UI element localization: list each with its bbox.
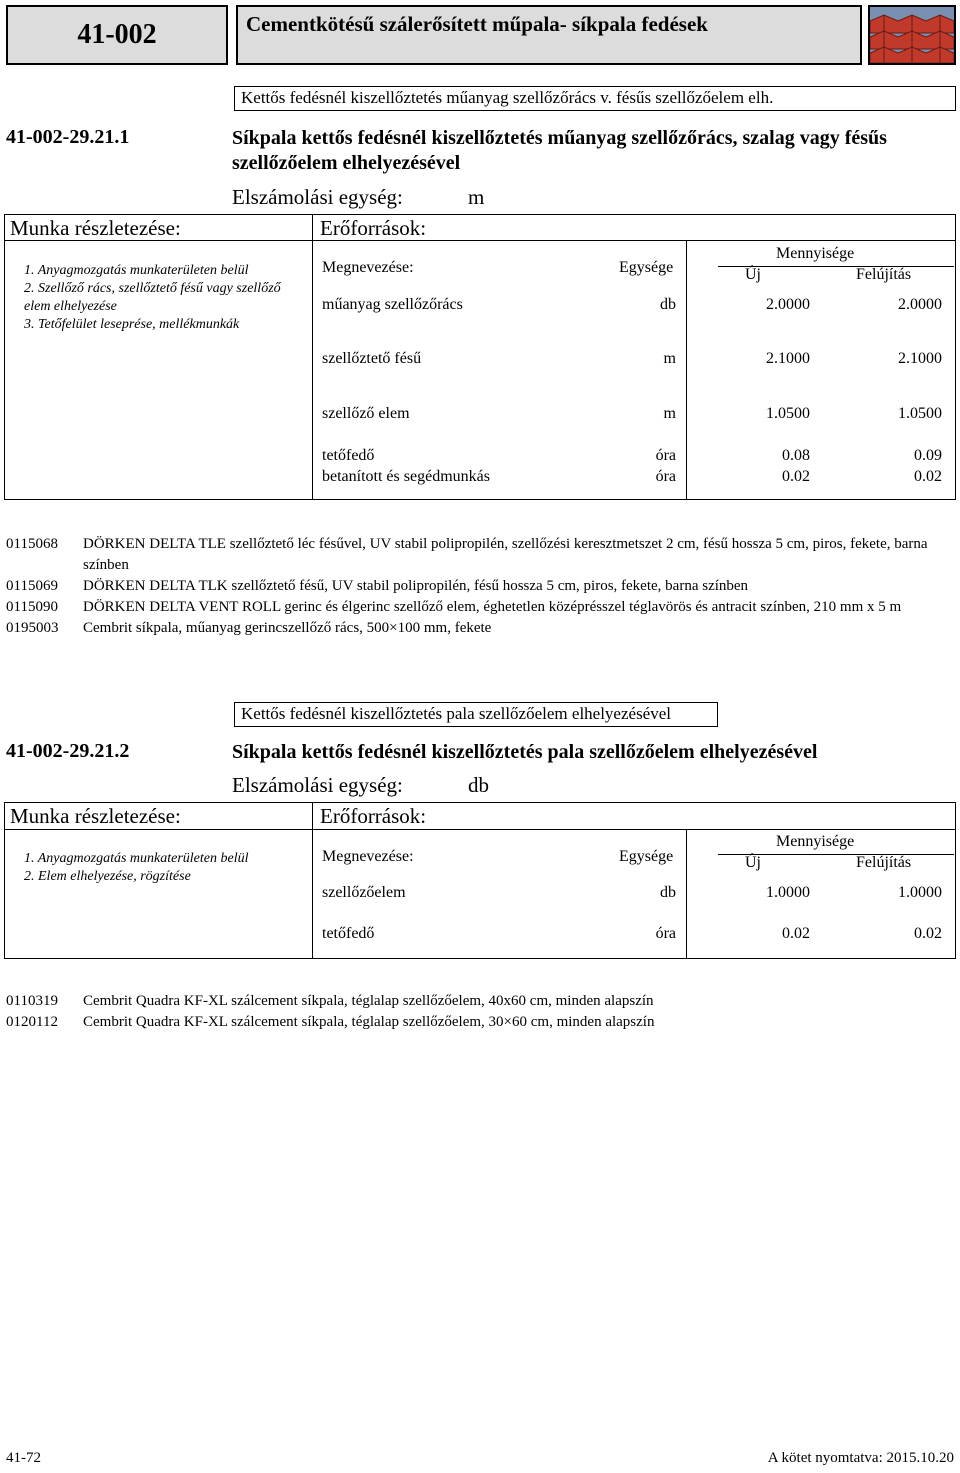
section1-code: 41-002-29.21.1 <box>6 126 130 148</box>
section1-title: Síkpala kettős fedésnél kiszellőztetés műanyag szellőzőrács, szalag vagy fésűs szellőzőelem elhelyezésével <box>232 127 887 174</box>
section1-work-head: Munka részletezése: <box>10 216 181 240</box>
resource-qty-new: 0.08 <box>782 447 810 464</box>
step-item: 1. Anyagmozgatás munkaterületen belül <box>24 851 249 866</box>
resource-name: szellőztető fésű <box>322 350 422 367</box>
section1-col-divider <box>312 214 313 500</box>
col-qty-header: Mennyisége <box>776 833 855 850</box>
resource-qty-new: 2.0000 <box>766 296 810 313</box>
resource-name: betanított és segédmunkás <box>322 468 490 485</box>
resource-unit: db <box>660 884 676 901</box>
section2-work-head: Munka részletezése: <box>10 804 181 828</box>
resource-qty-renov: 0.09 <box>914 447 942 464</box>
resource-unit: m <box>663 350 676 367</box>
section2-title: Síkpala kettős fedésnél kiszellőztetés pala szellőzőelem elhelyezésével <box>232 741 818 763</box>
col-renov-header: Felújítás <box>856 854 912 871</box>
material-text: Cembrit síkpala, műanyag gerincszellőző rács, 500×100 mm, fekete <box>83 620 492 636</box>
section2-unit-value: db <box>468 773 489 797</box>
resource-qty-renov: 2.0000 <box>898 296 942 313</box>
material-code: 0115069 <box>6 578 58 594</box>
col-name-header: Megnevezése: <box>322 259 414 276</box>
resource-qty-new: 0.02 <box>782 925 810 942</box>
material-code: 0115068 <box>6 536 58 552</box>
section1-unit-divider <box>686 240 687 500</box>
resource-name: tetőfedő <box>322 925 375 942</box>
col-new-header: Új <box>745 266 761 283</box>
material-code: 0195003 <box>6 620 59 636</box>
step-item: 3. Tetőfelület leseprése, mellékmunkák <box>24 317 240 332</box>
material-code: 0110319 <box>6 993 58 1009</box>
resource-qty-renov: 2.1000 <box>898 350 942 367</box>
material-item <box>6 534 952 576</box>
section2-unit-divider <box>686 829 687 959</box>
material-text: DÖRKEN DELTA VENT ROLL gerinc és élgerinc szellőző elem, éghetetlen középrésszel téglavörös és antracit színben, 210 mm x 5 m <box>83 599 902 615</box>
resource-name: szellőzőelem <box>322 884 406 901</box>
step-item: 1. Anyagmozgatás munkaterületen belül <box>24 263 249 278</box>
section1-resources-head: Erőforrások: <box>320 216 427 240</box>
step-item: 2. Szellőző rács, szellőztető fésű vagy szellőző elem elhelyezése <box>24 281 281 314</box>
resource-name: szellőző elem <box>322 405 410 422</box>
resource-qty-renov: 1.0000 <box>898 884 942 901</box>
material-text: DÖRKEN DELTA TLK szellőztető fésű, UV stabil polipropilén, fésű hossza 5 cm, piros, fekete, barna színben <box>83 578 749 594</box>
section2-col-divider <box>312 802 313 959</box>
section1-subtitle: Kettős fedésnél kiszellőztetés műanyag szellőzőrács v. fésűs szellőzőelem elh. <box>234 86 956 111</box>
resource-name: tetőfedő <box>322 447 375 464</box>
col-renov-header: Felújítás <box>856 266 912 283</box>
section1-materials <box>6 534 952 639</box>
chapter-title: Cementkötésű szálerősített műpala- síkpala fedések <box>236 5 862 65</box>
section1-unit-label: Elszámolási egység: <box>232 185 403 209</box>
material-code: 0120112 <box>6 1014 58 1030</box>
section1-steps <box>24 262 306 334</box>
section2-subtitle: Kettős fedésnél kiszellőztetés pala szellőzőelem elhelyezésével <box>234 702 718 727</box>
material-text: DÖRKEN DELTA TLE szellőztető léc fésűvel, UV stabil polipropilén, szellőzési keresztmetszet 2 cm, fésű hossza 5 cm, piros, fekete, barna színben <box>83 536 928 573</box>
resource-qty-renov: 1.0500 <box>898 405 942 422</box>
resource-qty-new: 1.0500 <box>766 405 810 422</box>
col-unit-header: Egysége <box>619 848 674 865</box>
col-qty-header: Mennyisége <box>776 245 855 262</box>
resource-qty-new: 2.1000 <box>766 350 810 367</box>
resource-qty-renov: 0.02 <box>914 925 942 942</box>
material-item <box>6 1012 952 1033</box>
section2-code: 41-002-29.21.2 <box>6 740 130 762</box>
section2-materials <box>6 991 952 1033</box>
resource-unit: óra <box>655 447 676 464</box>
resource-unit: óra <box>655 925 676 942</box>
material-code: 0115090 <box>6 599 58 615</box>
col-unit-header: Egysége <box>619 259 674 276</box>
material-item <box>6 576 952 597</box>
section2-steps <box>24 850 306 886</box>
chapter-code: 41-002 <box>6 5 228 65</box>
material-item <box>6 597 952 618</box>
roof-tiles-icon <box>868 5 956 65</box>
material-text: Cembrit Quadra KF-XL szálcement síkpala, téglalap szellőzőelem, 30×60 cm, minden alapszín <box>83 1014 655 1030</box>
resource-name: műanyag szellőzőrács <box>322 296 463 313</box>
material-item <box>6 618 952 639</box>
section1-unit-value: m <box>468 185 485 209</box>
col-new-header: Új <box>745 854 761 871</box>
print-date: A kötet nyomtatva: 2015.10.20 <box>767 1450 954 1466</box>
col-name-header: Megnevezése: <box>322 848 414 865</box>
resource-qty-new: 1.0000 <box>766 884 810 901</box>
step-item: 2. Elem elhelyezése, rögzítése <box>24 869 191 884</box>
material-item <box>6 991 952 1012</box>
section2-unit-label: Elszámolási egység: <box>232 773 403 797</box>
page-number: 41-72 <box>6 1450 41 1466</box>
section2-resources-head: Erőforrások: <box>320 804 427 828</box>
resource-qty-new: 0.02 <box>782 468 810 485</box>
resource-unit: óra <box>655 468 676 485</box>
resource-qty-renov: 0.02 <box>914 468 942 485</box>
material-text: Cembrit Quadra KF-XL szálcement síkpala, téglalap szellőzőelem, 40x60 cm, minden alapszín <box>83 993 654 1009</box>
section2-head-divider <box>4 829 956 830</box>
resource-unit: m <box>663 405 676 422</box>
resource-unit: db <box>660 296 676 313</box>
